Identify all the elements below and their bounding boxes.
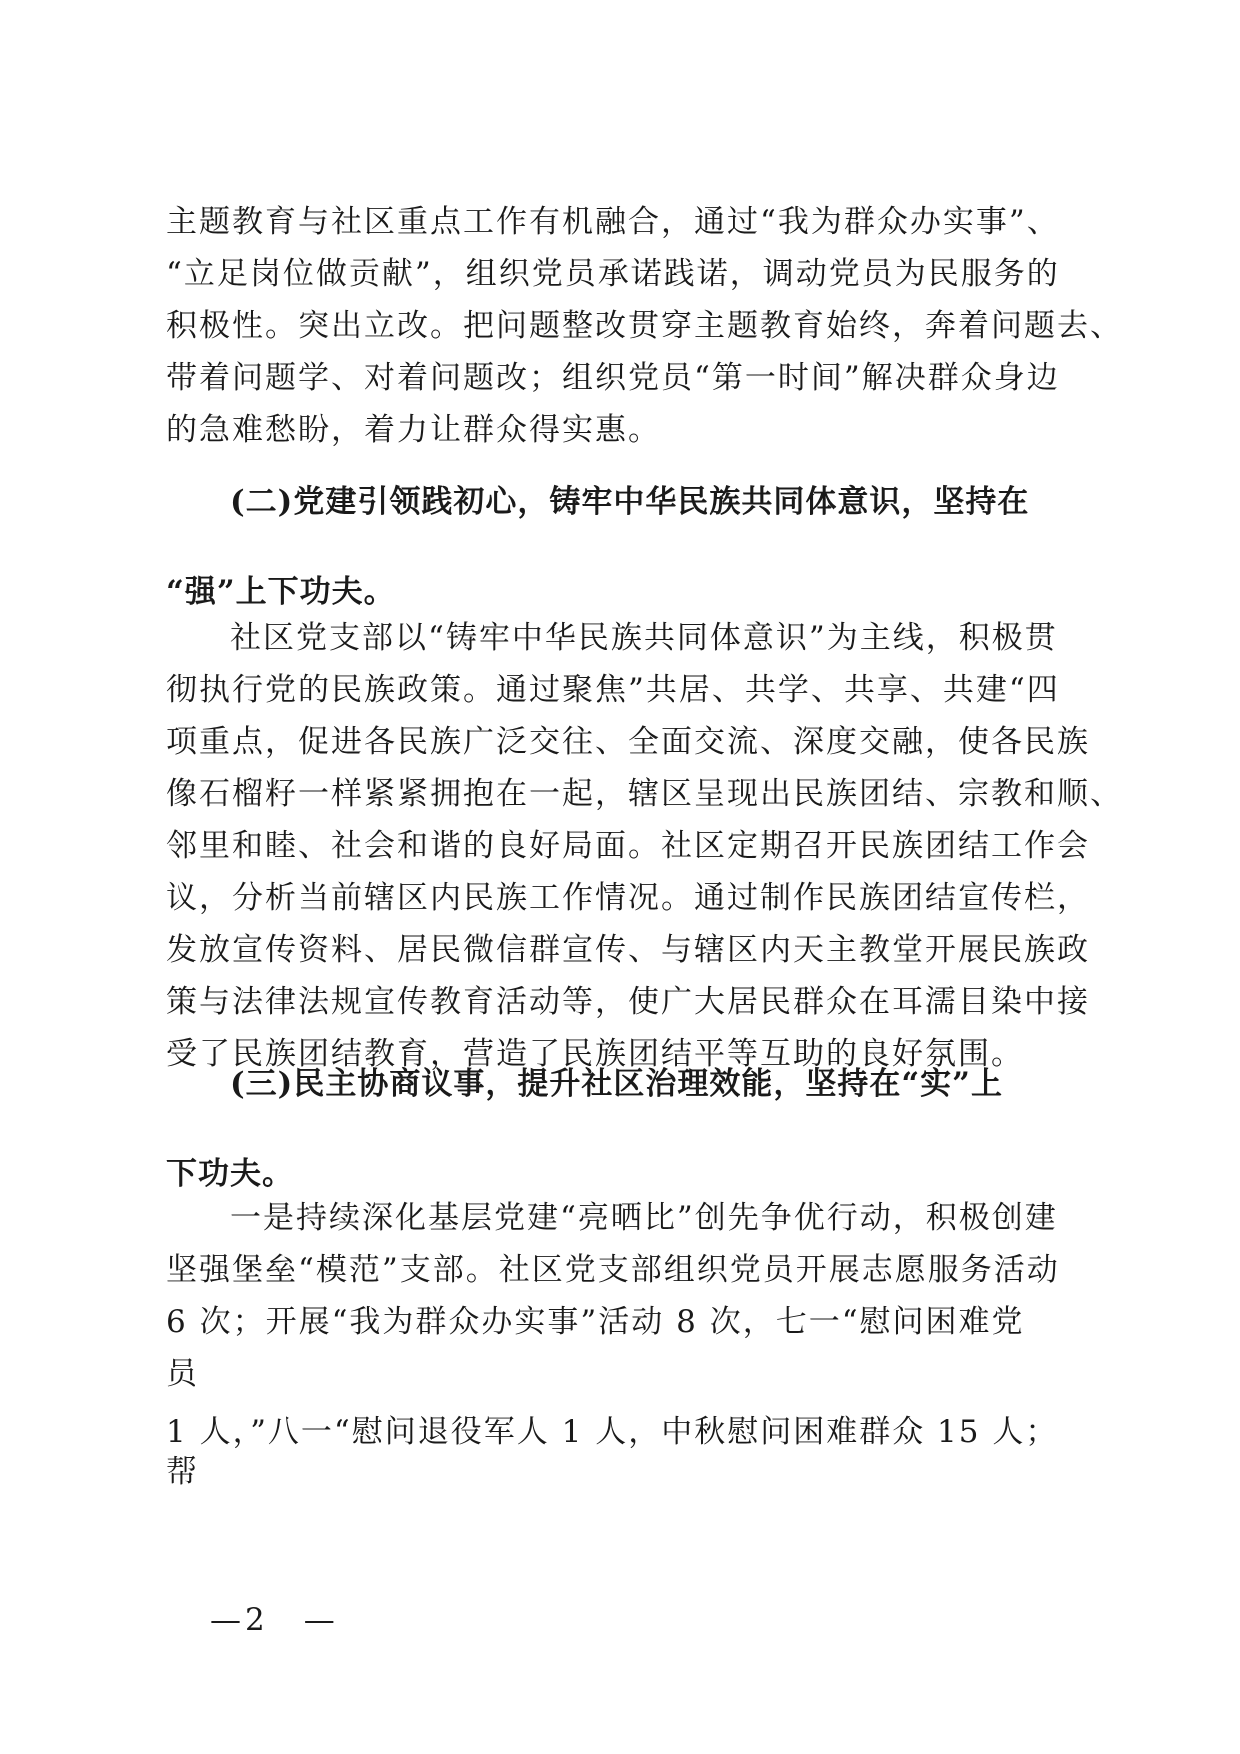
paragraph-3 [166,1192,1086,1492]
heading-line: 下功夫。 [166,1156,294,1192]
text-line: 受了民族团结教育，营造了民族团结平等互助的良好氛围。 [166,1036,1024,1072]
heading-line: (二)党建引领践初心，铸牢中华民族共同体意识，坚持在 [230,484,1030,520]
text-line: 帮 [166,1454,199,1490]
paragraph-2 [166,612,1123,1080]
text-line: 一是持续深化基层党建“亮晒比”创先争优行动，积极创建 [230,1200,1058,1236]
text-line: 积极性。突出立改。把问题整改贯穿主题教育始终，奔着问题去、 [166,308,1123,344]
text-line: 议，分析当前辖区内民族工作情况。通过制作民族团结宣传栏， [166,880,1090,916]
text-line: 发放宣传资料、居民微信群宣传、与辖区内天主教堂开展民族政 [166,932,1090,968]
text-line: 像石榴籽一样紧紧拥抱在一起，辖区呈现出民族团结、宗教和顺、 [166,776,1123,812]
text-line: 1 人，”八一“慰问退役军人 1 人，中秋慰问困难群众 15 人； [166,1414,1059,1450]
section-heading-2 [166,476,1086,618]
text-line: 6 次；开展“我为群众办实事”活动 8 次，七一“慰问困难党 [166,1304,1025,1340]
text-line: 坚强堡垒“模范”支部。社区党支部组织党员开展志愿服务活动 [166,1252,1060,1288]
text-line: “立足岗位做贡献”，组织党员承诺践诺，调动党员为民服务的 [166,256,1060,292]
text-line: 社区党支部以“铸牢中华民族共同体意识”为主线，积极贯 [230,620,1058,656]
text-line: 项重点，促进各民族广泛交往、全面交流、深度交融，使各民族 [166,724,1090,760]
heading-line: “强”上下功夫。 [166,574,396,610]
text-line: 的急难愁盼，着力让群众得实惠。 [166,412,661,448]
section-heading-3 [166,1058,1086,1200]
text-line: 邻里和睦、社会和谐的良好局面。社区定期召开民族团结工作会 [166,828,1090,864]
text-line: 员 [166,1356,199,1392]
text-line: 主题教育与社区重点工作有机融合，通过“我为群众办实事”、 [166,204,1060,240]
text-line: 带着问题学、对着问题改；组织党员“第一时间”解决群众身边 [166,360,1060,396]
heading-line: (三)民主协商议事，提升社区治理效能，坚持在“实”上 [230,1066,1003,1102]
text-line: 彻执行党的民族政策。通过聚焦”共居、共学、共享、共建“四 [166,672,1060,708]
paragraph-continuation [166,196,1123,456]
text-line: 策与法律法规宣传教育活动等，使广大居民群众在耳濡目染中接 [166,984,1090,1020]
page-number: —2 — [210,1602,339,1638]
